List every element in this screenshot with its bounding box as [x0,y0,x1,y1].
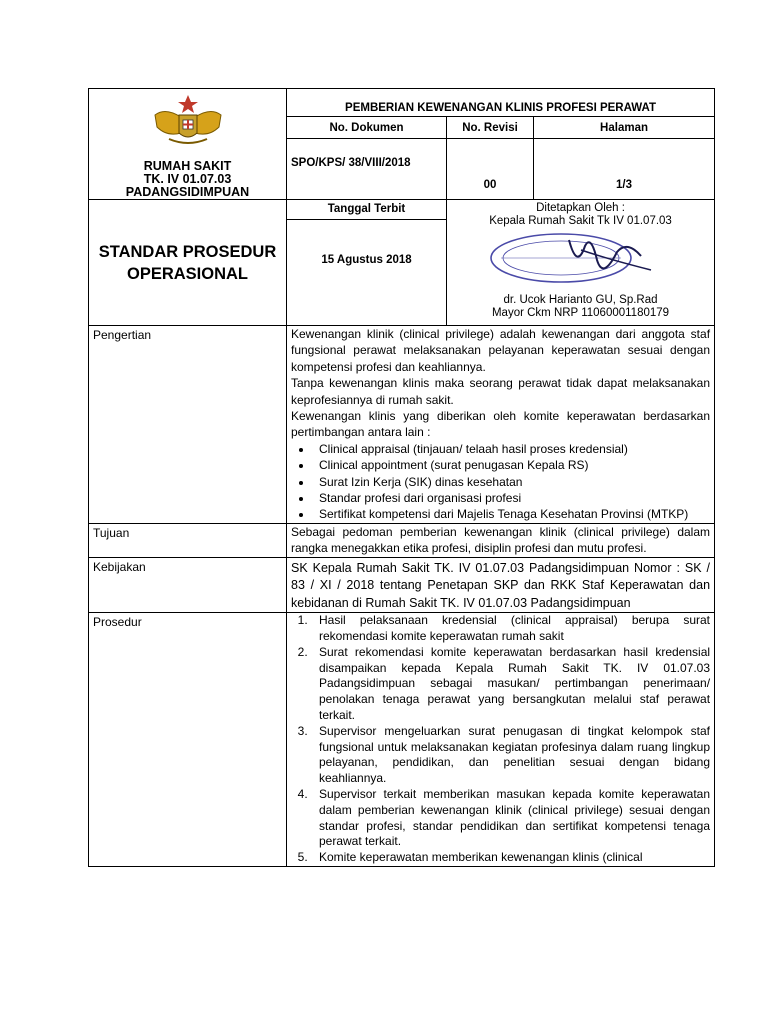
sop-heading [89,200,287,326]
signer-name: dr. Ucok Harianto GU, Sp.Rad [503,294,658,306]
pengertian-paragraph-2: Tanpa kewenangan klinis maka seorang perawat tidak dapat melaksanakan keprofesiannya di rumah sakit. [291,376,711,407]
kepala-rs: Kepala Rumah Sakit Tk IV 01.07.03 [489,215,672,227]
ditetapkan-oleh: Ditetapkan Oleh : [536,202,625,214]
kebijakan-label: Kebijakan [89,557,287,613]
list-item: • Surat Izin Kerja (SIK) dinas kesehatan [313,474,710,490]
list-item: 5. Komite keperawatan memberikan kewenangan klinis (clinical [311,850,710,866]
sop-table [88,88,715,867]
list-item: • Clinical appraisal (tinjauan/ telaah hasil proses kredensial) [313,441,710,457]
official-stamp-signature-icon [481,230,681,288]
tujuan-content: Sebagai pedoman pemberian kewenangan klinik (clinical privilege) dalam rangka menegakkan etika profesi, disiplin profesi dan mutu profesi. [287,523,715,557]
no-revisi-header: No. Revisi [447,117,534,139]
no-revisi-value: 00 [447,139,534,200]
pengertian-paragraph-3: Kewenangan klinis yang diberikan oleh komite keperawatan berdasarkan pertimbangan antara lain : [291,409,711,440]
list-item: 2. Surat rekomendasi komite keperawatan berdasarkan hasil kredensial disampaikan kepada Kepala Rumah Sakit TK. IV 01.07.03 Padangsidimpuan sebagai masukan/ pertimbangan penerimaan/ penolakan tenaga perawat yang bersangkutan melalui staf perawat terkait. [311,645,710,724]
no-dokumen-value: SPO/KPS/ 38/VIII/2018 [287,139,447,200]
hospital-identity-cell [89,89,287,200]
tanggal-terbit-label: Tanggal Terbit [287,200,446,220]
pengertian-content [287,326,715,524]
tanggal-terbit-cell [287,200,447,326]
list-item: • Sertifikat kompetensi dari Majelis Tenaga Kesehatan Provinsi (MTKP) [313,506,710,522]
hospital-line-1: RUMAH SAKIT [143,159,232,173]
sop-line-2: OPERASIONAL [126,264,248,283]
pengertian-criteria-list [291,441,710,523]
pengertian-label: Pengertian [89,326,287,524]
hospital-name [93,160,282,199]
halaman-value: 1/3 [534,139,715,200]
hospital-line-3: PADANGSIDIMPUAN [125,185,250,199]
no-dokumen-header: No. Dokumen [287,117,447,139]
list-item: • Standar profesi dari organisasi profesi [313,490,710,506]
tujuan-label: Tujuan [89,523,287,557]
hospital-emblem-icon [151,93,225,149]
tanggal-terbit-value: 15 Agustus 2018 [321,254,412,266]
prosedur-steps [291,613,710,866]
pengertian-paragraph-1: Kewenangan klinik (clinical privilege) adalah kewenangan dari anggota staf fungsional perawat melaksanakan pelayanan keperawatan sesuai dengan kompetensi profesi dan keahliannya. [291,327,711,374]
sop-line-1: STANDAR PROSEDUR [98,242,277,261]
halaman-header: Halaman [534,117,715,139]
list-item: 3. Supervisor mengeluarkan surat penugasan di tingkat kelompok staf fungsional untuk melaksanakan kegiatan profesinya dalam ruang lingkup pelayanan, pendidikan, dan penelitian sesuai dengan bidang keahliannya. [311,724,710,787]
kebijakan-content: SK Kepala Rumah Sakit TK. IV 01.07.03 Padangsidimpuan Nomor : SK / 83 / XI / 2018 tentang Penetapan SKP dan RKK Staf Keperawatan dan kebidanan di Rumah Sakit TK. IV 01.07.03 Padangsidimpuan [287,557,715,613]
list-item: 4. Supervisor terkait memberikan masukan kepada komite keperawatan dalam pemberian kewenangan klinik (clinical privilege) sesuai dengan standar profesi, standar pendidikan dan sertifikat kompetensi tenaga perawat terkait. [311,787,710,850]
hospital-line-2: TK. IV 01.07.03 [143,172,232,186]
list-item: • Clinical appointment (surat penugasan Kepala RS) [313,457,710,473]
sop-document [88,88,714,867]
signer-rank: Mayor Ckm NRP 11060001180179 [491,307,670,319]
prosedur-label: Prosedur [89,613,287,867]
list-item: 1. Hasil pelaksanaan kredensial (clinical appraisal) berupa surat rekomendasi komite keperawatan rumah sakit [311,613,710,645]
document-title: PEMBERIAN KEWENANGAN KLINIS PROFESI PERAWAT [287,89,715,117]
prosedur-content [287,613,715,867]
signature-cell [447,200,715,326]
